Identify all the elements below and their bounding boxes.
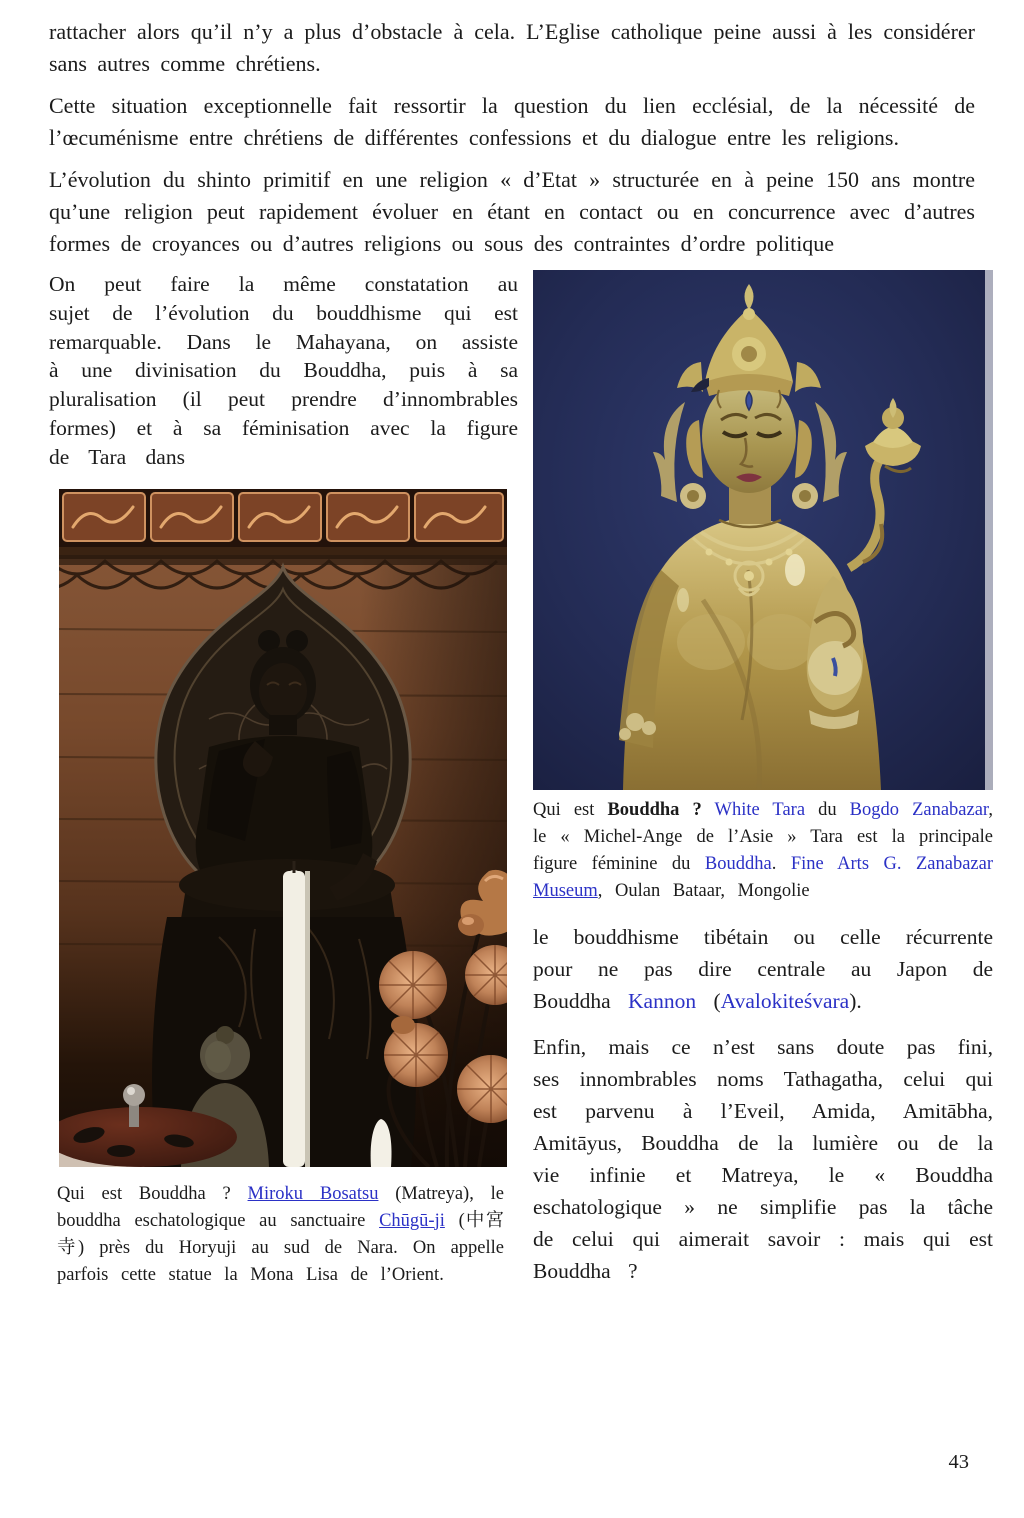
text-run: Bouddha ? [607,800,702,820]
hyperlink[interactable]: Miroku Bosatsu [247,1183,379,1204]
paragraph-right-column-1 [533,921,993,1017]
hyperlink[interactable]: Museum [533,881,598,901]
text-run: Qui est [533,800,608,820]
left-column [49,270,518,1289]
text-run: ( [696,989,721,1013]
text-run: ). [849,989,862,1013]
hyperlink[interactable]: Kannon [628,989,697,1013]
right-column [533,270,993,1289]
hyperlink[interactable]: Fine Arts G. Zanabazar [790,854,993,874]
caption-miroku [57,1181,504,1289]
text-run: du [805,800,850,820]
paragraph-intro-2: Cette situation exceptionnelle fait ressortir la question du lien ecclésial, de la nécessité de l’œcuménisme entre chrétiens de différentes confessions et du dialogue entre les religions. [49,93,975,150]
text-run: (中宮寺) près du Horyuji au sud de Nara. On appelle parfois cette statue la Mona Lisa de l’Orient. [57,1210,504,1285]
text-run: , le « Michel-Ange de l’Asie » Tara est la principale figure féminine du [533,800,993,874]
hyperlink[interactable]: Avalokiteśvara [720,989,850,1013]
carved-frieze [59,489,507,559]
hyperlink[interactable]: White Tara [714,800,806,820]
hyperlink[interactable]: Bouddha [704,854,772,874]
text-run: . [771,854,791,874]
white-tara-photo [533,270,993,790]
caption-white-tara [533,797,993,905]
miroku-bosatsu-photo [59,489,507,1167]
paragraph-intro-1: rattacher alors qu’il n’y a plus d’obstacle à cela. L’Eglise catholique peine aussi à les considérer sans autres comme chrétiens. [49,19,975,76]
two-column-section [49,270,993,1289]
white-tara-photo-svg [533,270,993,790]
text-run [702,800,715,820]
paragraph-right-column-2: Enfin, mais ce n’est sans doute pas fini, ses innombrables noms Tathagatha, celui qui est parvenu à l’Eveil, Amida, Amitābha, Amitāyus, Bouddha de la lumière ou de la vie infinie et Matreya, le « Bouddha eschatologique » ne simplifie pas la tâche de celui qui aimerait savoir : mais qui est Bouddha ? [533,1035,993,1283]
hyperlink[interactable]: Chūgū-ji [379,1210,445,1231]
page-number: 43 [948,1451,969,1473]
text-run: (Matreya), le bouddha eschatologique au sanctuaire [57,1183,505,1231]
paragraph-intro-3: L’évolution du shinto primitif en une religion « d’Etat » structurée en à peine 150 ans montre qu’une religion peut rapidement évoluer en étant en contact ou en concurrence avec d’autres formes de croyances ou d’autres religions ou sous des contraintes d’ordre politique [49,167,975,256]
text-run: Qui est Bouddha ? [57,1183,248,1204]
candle [283,861,310,1167]
hyperlink[interactable]: Bogdo Zanabazar [849,800,989,820]
miroku-bosatsu-photo-svg [59,489,507,1167]
text-run: , Oulan Bataar, Mongolie [597,881,810,901]
text-run: le bouddhisme tibétain ou celle récurrente pour ne pas dire centrale au Japon de Bouddha [533,925,993,1013]
paragraph-left-column: On peut faire la même constatation au sujet de l’évolution du bouddhisme qui est remarquable. Dans le Mahayana, on assiste à une divinisation du Bouddha, puis à sa pluralisation (il peut prendre d’innombrables formes) et à sa féminisation avec la figure de Tara dans [49,272,518,469]
